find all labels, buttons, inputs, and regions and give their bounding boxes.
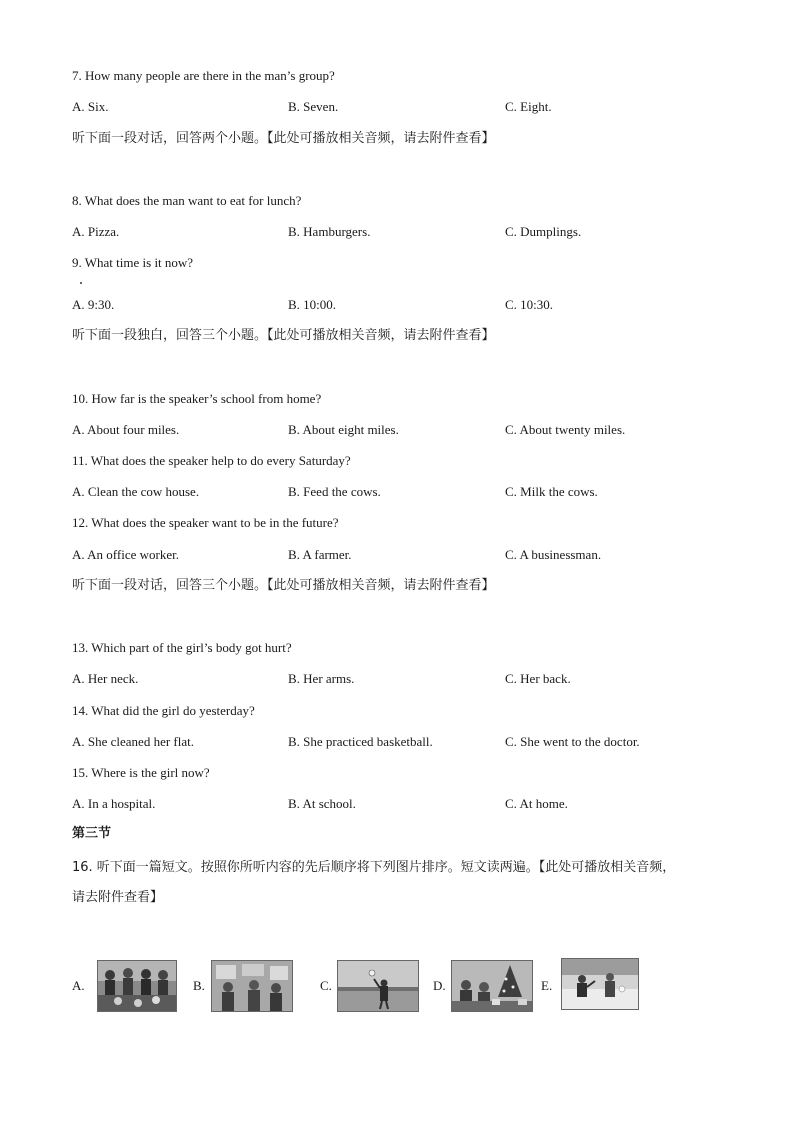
- q9-option-a: A. 9:30.: [72, 297, 115, 312]
- picture-e-snow-play-photo: [561, 958, 639, 1010]
- q16-instruction-line1: 16. 听下面一篇短文。按照你所听内容的先后顺序将下列图片排序。短文读两遍。【此处可播放相关音频，: [72, 860, 676, 875]
- picture-a-label: A.: [72, 978, 85, 993]
- q13-option-b: B. Her arms.: [288, 671, 355, 686]
- q14-option-a: A. She cleaned her flat.: [72, 734, 195, 749]
- q10-option-a: A. About four miles.: [72, 422, 180, 437]
- q8-stem: 8. What does the man want to eat for lunch?: [72, 193, 302, 208]
- q7-stem: 7. How many people are there in the man’s group?: [72, 68, 335, 83]
- instruction-monologue-three: 听下面一段独白，回答三个小题。【此处可播放相关音频，请去附件查看】: [72, 328, 495, 343]
- q11-option-b: B. Feed the cows.: [288, 484, 381, 499]
- q15-option-a: A. In a hospital.: [72, 796, 156, 811]
- instruction-dialogue-two: 听下面一段对话，回答两个小题。【此处可播放相关音频，请去附件查看】: [72, 131, 495, 146]
- picture-c-label: C.: [320, 978, 332, 993]
- picture-c-ball-game-photo: [337, 960, 419, 1012]
- stray-dot: [80, 282, 82, 284]
- q8-option-b: B. Hamburgers.: [288, 224, 371, 239]
- q8-option-a: A. Pizza.: [72, 224, 120, 239]
- q10-stem: 10. How far is the speaker’s school from home?: [72, 391, 322, 406]
- q14-option-c: C. She went to the doctor.: [505, 734, 640, 749]
- q15-stem: 15. Where is the girl now?: [72, 765, 210, 780]
- q15-option-c: C. At home.: [505, 796, 568, 811]
- q12-option-a: A. An office worker.: [72, 547, 179, 562]
- q7-option-a: A. Six.: [72, 99, 109, 114]
- q8-option-c: C. Dumplings.: [505, 224, 582, 239]
- q14-option-b: B. She practiced basketball.: [288, 734, 433, 749]
- q10-option-b: B. About eight miles.: [288, 422, 399, 437]
- picture-b-market-photo: [211, 960, 293, 1012]
- q9-stem: 9. What time is it now?: [72, 255, 194, 270]
- picture-d-label: D.: [433, 978, 446, 993]
- q13-stem: 13. Which part of the girl’s body got hurt?: [72, 640, 292, 655]
- picture-b-label: B.: [193, 978, 205, 993]
- q7-option-c: C. Eight.: [505, 99, 552, 114]
- q11-option-c: C. Milk the cows.: [505, 484, 598, 499]
- q10-option-c: C. About twenty miles.: [505, 422, 626, 437]
- q11-option-a: A. Clean the cow house.: [72, 484, 200, 499]
- q9-option-b: B. 10:00.: [288, 297, 337, 312]
- q12-option-c: C. A businessman.: [505, 547, 602, 562]
- q9-option-c: C. 10:30.: [505, 297, 554, 312]
- q11-stem: 11. What does the speaker help to do every Saturday?: [72, 453, 351, 468]
- picture-d-christmas-photo: [451, 960, 533, 1012]
- q13-option-a: A. Her neck.: [72, 671, 139, 686]
- picture-e-label: E.: [541, 978, 553, 993]
- q7-option-b: B. Seven.: [288, 99, 339, 114]
- q13-option-c: C. Her back.: [505, 671, 571, 686]
- q16-instruction-line2: 请去附件查看】: [72, 890, 164, 905]
- q12-option-b: B. A farmer.: [288, 547, 352, 562]
- picture-a-group-photo: [97, 960, 177, 1012]
- section-three-heading: 第三节: [72, 826, 112, 841]
- q12-stem: 12. What does the speaker want to be in the future?: [72, 515, 339, 530]
- q14-stem: 14. What did the girl do yesterday?: [72, 703, 255, 718]
- q15-option-b: B. At school.: [288, 796, 356, 811]
- instruction-dialogue-three: 听下面一段对话，回答三个小题。【此处可播放相关音频，请去附件查看】: [72, 578, 495, 593]
